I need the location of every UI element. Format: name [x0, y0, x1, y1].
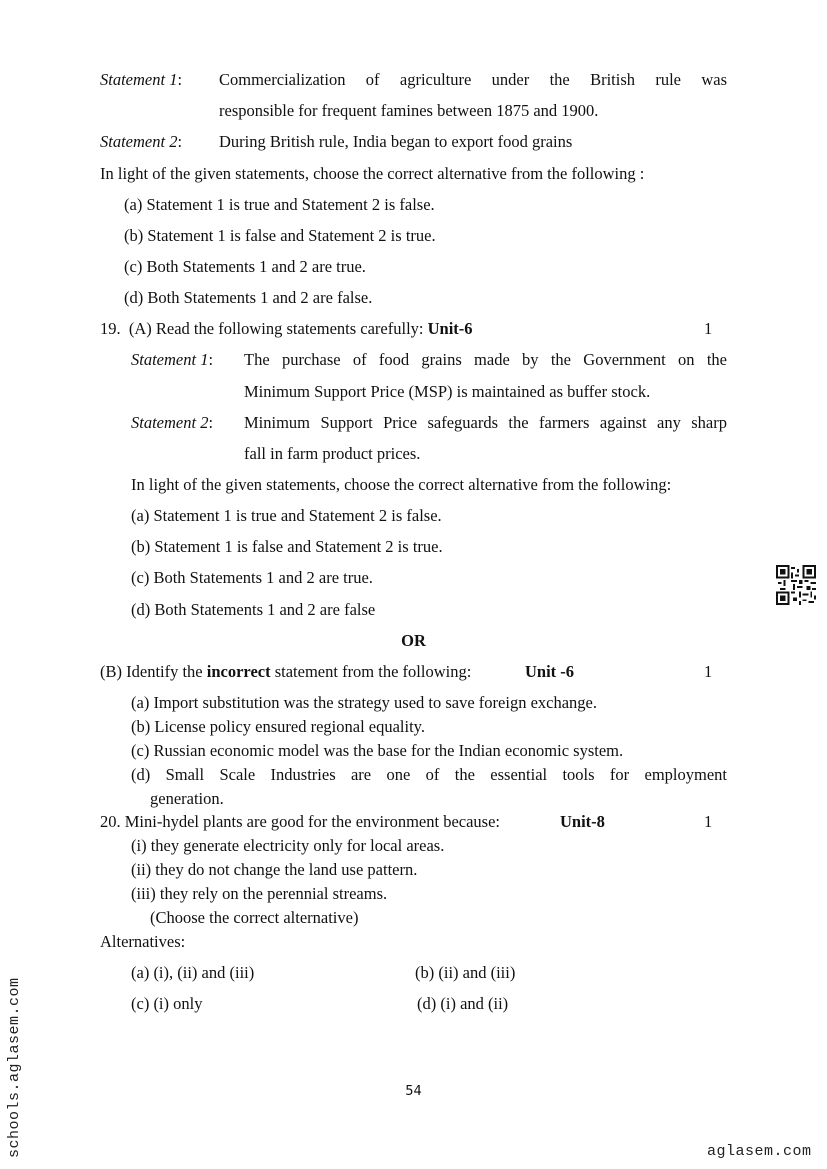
q18-option-d: (d) Both Statements 1 and 2 are false. — [124, 288, 373, 307]
q19-st1-label-text: Statement 1 — [131, 350, 209, 369]
q18-prompt: In light of the given statements, choose the correct alternative from the following : — [100, 164, 645, 183]
q19-header — [100, 319, 473, 339]
q19-st2-colon: : — [208, 413, 214, 432]
q19-b-option-d-cont: generation. — [150, 789, 224, 808]
q18-option-b: (b) Statement 1 is false and Statement 2 is true. — [124, 226, 436, 245]
q19-a-intro: (A) Read the following statements carefully: — [128, 319, 424, 338]
q19-b-option-c: (c) Russian economic model was the base for the Indian economic system. — [131, 741, 624, 760]
q19-number: 19. — [100, 319, 121, 338]
q19-b-unit: Unit -6 — [525, 662, 575, 681]
q18-statement2-label — [100, 132, 182, 152]
q18-st1-label-text: Statement 1 — [100, 70, 178, 89]
q19-option-c: (c) Both Statements 1 and 2 are true. — [131, 568, 373, 587]
q19-a-marks: 1 — [704, 319, 713, 338]
q19-b-post: statement from the following: — [270, 662, 472, 681]
q20-instruction: (Choose the correct alternative) — [150, 908, 359, 927]
q19-statement1-line2: Minimum Support Price (MSP) is maintained as buffer stock. — [244, 382, 651, 401]
watermark-side: schools.aglasem.com — [6, 977, 23, 1158]
qr-code-icon — [776, 565, 816, 605]
q18-statement1-line2: responsible for frequent famines between 1875 and 1900. — [219, 101, 599, 120]
q20-alt-a: (a) (i), (ii) and (iii) — [131, 963, 255, 982]
q18-option-a: (a) Statement 1 is true and Statement 2 is false. — [124, 195, 435, 214]
q20-alt-c: (c) (i) only — [131, 994, 203, 1013]
q20-alt-b: (b) (ii) and (iii) — [415, 963, 516, 982]
q19-statement2-label — [131, 413, 213, 433]
q19-option-d: (d) Both Statements 1 and 2 are false — [131, 600, 376, 619]
q19-option-a: (a) Statement 1 is true and Statement 2 is false. — [131, 506, 442, 525]
q18-statement1-line1: Commercialization of agriculture under the British rule was — [219, 70, 727, 89]
q20-item-ii: (ii) they do not change the land use pattern. — [131, 860, 418, 879]
q20-marks: 1 — [704, 812, 713, 831]
q19-st2-label-text: Statement 2 — [131, 413, 209, 432]
q19-a-unit: Unit-6 — [427, 319, 473, 338]
q18-statement2-text: During British rule, India began to export food grains — [219, 132, 573, 151]
q19-prompt: In light of the given statements, choose the correct alternative from the following: — [131, 475, 672, 494]
q20-item-i: (i) they generate electricity only for local areas. — [131, 836, 445, 855]
q19-or-separator: OR — [401, 631, 426, 650]
q19-statement1-label — [131, 350, 213, 370]
q19-b-marks: 1 — [704, 662, 713, 681]
q19-b-option-d: (d) Small Scale Industries are one of the essential tools for employment — [131, 765, 727, 784]
page-number: 54 — [405, 1084, 422, 1099]
q19-statement1-line1: The purchase of food grains made by the Government on the — [244, 350, 727, 369]
q20-alt-d: (d) (i) and (ii) — [417, 994, 509, 1013]
q20-unit: Unit-8 — [560, 812, 605, 831]
q19-b-option-b: (b) License policy ensured regional equality. — [131, 717, 425, 736]
watermark-bottom: aglasem.com — [707, 1143, 812, 1160]
q19-b-bold: incorrect — [206, 662, 271, 681]
q18-st2-label-text: Statement 2 — [100, 132, 178, 151]
q18-option-c: (c) Both Statements 1 and 2 are true. — [124, 257, 366, 276]
q20-question: 20. Mini-hydel plants are good for the environment because: — [100, 812, 501, 831]
q19-statement2-line1: Minimum Support Price safeguards the farmers against any sharp — [244, 413, 727, 432]
q19-statement2-line2: fall in farm product prices. — [244, 444, 421, 463]
q19-b-option-a: (a) Import substitution was the strategy used to save foreign exchange. — [131, 693, 597, 712]
q18-st1-colon: : — [177, 70, 183, 89]
q20-item-iii: (iii) they rely on the perennial streams. — [131, 884, 388, 903]
q19-b-pre: (B) Identify the — [100, 662, 207, 681]
q20-alternatives-label: Alternatives: — [100, 932, 186, 951]
q19-st1-colon: : — [208, 350, 214, 369]
q18-statement1-label — [100, 70, 182, 90]
q19-option-b: (b) Statement 1 is false and Statement 2 is true. — [131, 537, 443, 556]
q19-b-header — [100, 662, 471, 682]
q18-st2-colon: : — [177, 132, 183, 151]
